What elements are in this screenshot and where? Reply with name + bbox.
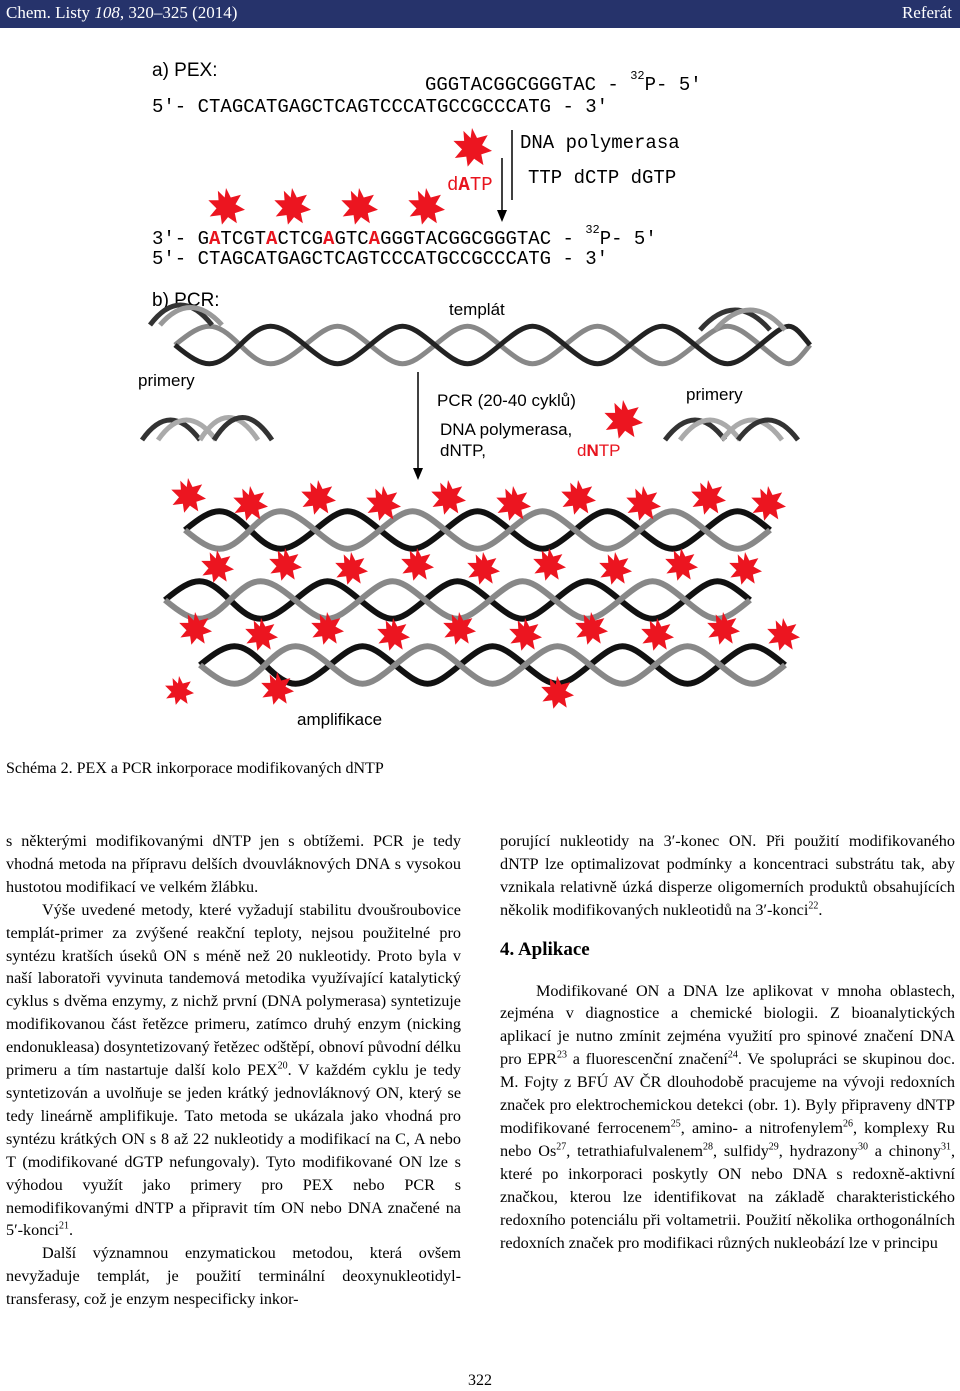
section-label: Referát [901, 3, 952, 22]
pex-primer: GGGTACGGCGGGTAC - $^{32}$P- 5' [425, 68, 702, 96]
paragraph: Další významnou enzymatickou metodou, která ovšem nevyžaduje templát, je použití terminální deoxynukleotidyl-transferasy, což je enzym nespecificky inkor- [6, 1244, 461, 1309]
pex-template: 5'- CTAGCATGAGCTCAGTCCCATGCCGCCCATG - 3' [152, 96, 609, 118]
pcr-arrow [413, 372, 423, 480]
paragraph: porující nukleotidy na 3′-konec ON. Při použití modifikovaného dNTP lze optimalizovat podmínky a koncentraci substrátu tak, aby vznikala relativně úzká disperze oligomerních produktů obsahujících několik modifikovaných nukleotidů na 3′-konci$^{22}$. [500, 832, 955, 919]
primers-left-label: primery [138, 371, 195, 390]
pex-product: 3'- GATCGTACTCGAGTCAGGGTACGGCGGGTAC - $^{32}$P- 5' [152, 222, 657, 250]
pcr-dntp: dNTP, [440, 441, 486, 460]
pcr-label: b) PCR: [152, 290, 220, 311]
pcr-cycles: PCR (20-40 cyklů) [437, 391, 576, 410]
pex-enzyme: DNA polymerasa [520, 132, 680, 154]
mod-star [208, 188, 245, 225]
paragraph: s některými modifikovanými dNTP jen s obtížemi. PCR je tedy vhodná metoda na přípravu delších dvouvláknových DNA s vysokou hustotou modifikací ve velkém žlábku. [6, 832, 461, 896]
template-helix [175, 326, 810, 364]
dntp-label: dNTP [577, 441, 621, 460]
mod-star [341, 188, 378, 225]
pex-label: a) PEX: [152, 60, 218, 81]
paragraph: Výše uvedené metody, které vyžadují stabilitu dvoušroubovice templát-primer za zvýšené reakční teploty, nejsou použitelné pro syntézu kratších úseků ON s méně než 20 nukleotidy. Proto byla v naší laboratoři vyvinuta tandemová metodika využívající katalytický cyklus s dvěma enzymy, z nichž první (DNA polymerasa) syntetizuje modifikovanou část řetězce primeru, zatímco druhý enzym (nicking endonukleasa) dosyntetizovaný řetězec odštěpí, obnoví původní délku primeru a tím nastartuje další kolo PEX$^{20}$. V každém cyklu je tedy syntetizován a uvolňuje se jeden krátký jednovláknový ON, který se tedy lineárně amplifikuje. Tato metoda se ukázala jako vhodná pro syntézu krátkých ON s 8 až 22 nukleotidy a modifikací na C, A nebo T (modifikované dGTP nefungovaly). Tyto modifikované ON lze s výhodou využít jako primery pro PEX nebo PCR s nemodifikovanými dNTP a připravit tím ON nebo DNA značené na 5′-konci$^{21}$. [6, 900, 462, 1240]
pex-ntps: TTP dCTP dGTP [528, 167, 677, 189]
mod-star [408, 188, 445, 225]
journal-citation: Chem. Listy 108, 320–325 (2014) [6, 3, 238, 22]
template-label: templát [449, 300, 505, 319]
left-column [6, 830, 461, 1311]
right-column [500, 830, 955, 1254]
mod-star [274, 188, 311, 225]
scheme-caption: Schéma 2. PEX a PCR inkorporace modifikovaných dNTP [6, 760, 384, 777]
datp-star [453, 128, 492, 167]
datp-label: dATP [447, 174, 493, 196]
paragraph: Modifikované ON a DNA lze aplikovat v mnoha oblastech, zejména v diagnostice a chemické biologii. Z bioanalytických aplikací je nutno zmínit zejména využití pro spinové značení DNA pro EPR$^{23}$ a fluorescenční značení$^{24}$. Ve spolupráci se skupinou doc. M. Fojty z BFÚ AV ČR dlouhodobě pracujeme na vývoji redoxních značek pro elektrochemickou detekci (obr. 1). Byly připraveny dNTP modifikované ferrocenem$^{25}$, amino- a nitrofenylem$^{26}$, komplexy Ru nebo Os$^{27}$, tetrathiafulvalenem$^{28}$, sulfidy$^{29}$, hydrazony$^{30}$ a chinony$^{31}$, které po inkorporaci poskytly ON nebo DNA s redoxně-aktivní značkou, kterou lze identifikovat na základě charakteristického redoxního potenciálu při voltametrii. Použití několika orthogonálních redoxních značek pro modifikaci různých nukleobází lze v principu [500, 981, 955, 1252]
pcr-enzyme: DNA polymerasa, [440, 420, 573, 439]
primers-right-label: primery [686, 385, 743, 404]
amplified-products [165, 511, 785, 684]
page-number: 322 [468, 1372, 492, 1389]
dntp-star [604, 400, 643, 439]
pex-product-template: 5'- CTAGCATGAGCTCAGTCCCATGCCGCCCATG - 3' [152, 248, 609, 270]
amplification-label: amplifikace [297, 710, 383, 729]
section-heading: 4. Aplikace [500, 938, 590, 960]
pex-arrow [497, 158, 507, 222]
